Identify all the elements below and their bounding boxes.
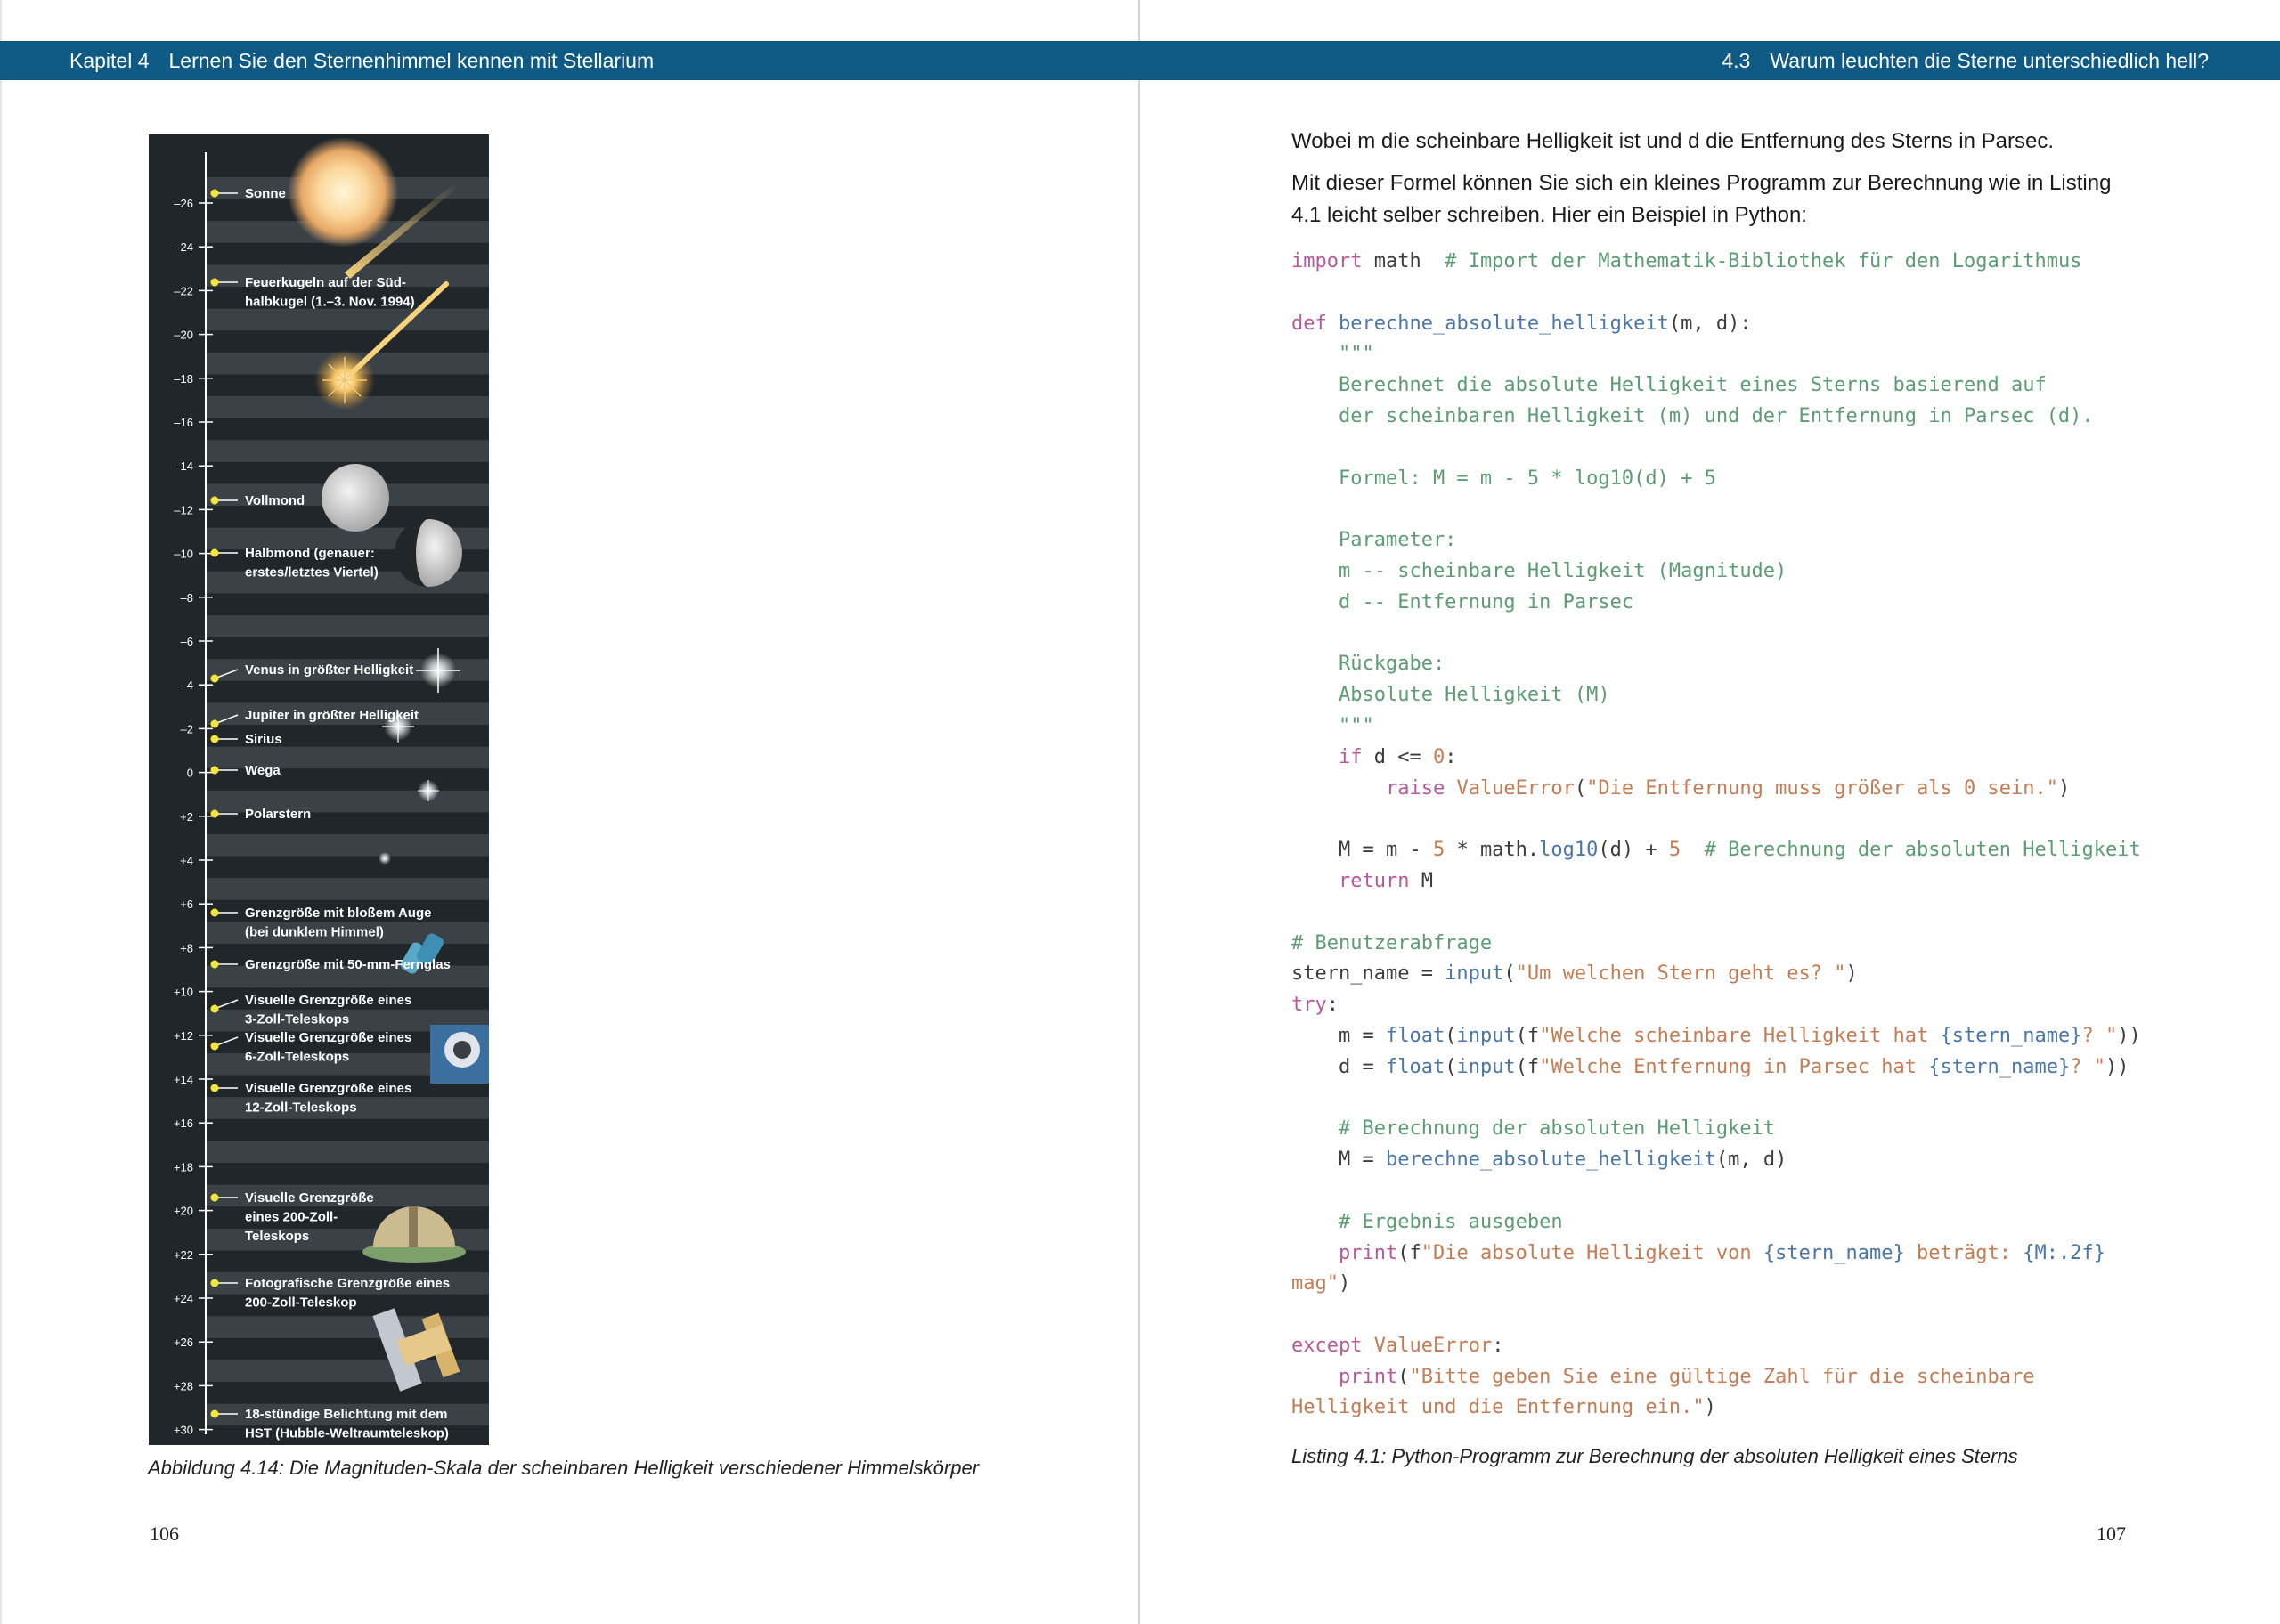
- code-token: m -- scheinbare Helligkeit (Magnitude): [1291, 559, 1787, 582]
- code-token: Berechnet die absolute Helligkeit eines Sterns basierend auf: [1291, 374, 2047, 397]
- tick-label: +8: [180, 941, 193, 955]
- code-token: ? ": [2070, 1055, 2105, 1078]
- magnitude-label-line: 6-Zoll-Teleskops: [245, 1049, 350, 1065]
- code-line: [1291, 653, 1445, 675]
- code-line: [1291, 374, 2047, 396]
- code-token: Rückgabe:: [1291, 653, 1445, 676]
- code-line: [1291, 560, 1787, 582]
- code-token: try: [1291, 994, 1327, 1017]
- code-line: [1291, 467, 1716, 490]
- code-token: ): [1338, 1272, 1351, 1295]
- magnitude-label-line: Visuelle Grenzgröße eines: [245, 1081, 412, 1096]
- code-token: {stern_name}: [1928, 1055, 2071, 1078]
- code-token: :: [1445, 745, 1457, 768]
- code-line: [1291, 313, 1752, 335]
- sun-icon: [288, 137, 398, 248]
- tick-label: +2: [180, 809, 193, 824]
- paragraph-1: Wobei m die scheinbare Helligkeit ist und d die Entfernung des Sterns in Parsec.: [1291, 129, 2055, 153]
- magnitude-label-line: Visuelle Grenzgröße eines: [245, 1030, 412, 1045]
- code-line: [1291, 684, 1610, 706]
- code-token: {M:.2f}: [2023, 1241, 2105, 1264]
- code-token: print: [1338, 1241, 1398, 1264]
- magnitude-label-line: 200-Zoll-Teleskop: [245, 1295, 357, 1311]
- magnitude-label-line: Venus in größter Helligkeit: [245, 662, 414, 678]
- code-token: (f: [1515, 1055, 1540, 1078]
- magnitude-label-line: Wega: [245, 763, 281, 778]
- magnitude-label-line: halbkugel (1.–3. Nov. 1994): [245, 294, 415, 310]
- code-token: {stern_name}: [1940, 1024, 2082, 1047]
- code-token: (f: [1515, 1024, 1540, 1047]
- code-token: )): [2105, 1055, 2129, 1078]
- code-token: (m, d): [1715, 1149, 1787, 1172]
- marker-dot: [211, 190, 219, 198]
- code-token: [1291, 1242, 1339, 1264]
- tick-label: +12: [173, 1028, 193, 1043]
- spread-divider: [1138, 0, 1140, 1624]
- left-page-number: 106: [150, 1522, 179, 1545]
- section-title: Warum leuchten die Sterne unterschiedlich hell?: [1770, 49, 2209, 72]
- code-token: math: [1362, 250, 1445, 272]
- code-token: # Berechnung der absoluten Helligkeit: [1291, 1117, 1776, 1141]
- code-line: [1291, 343, 1374, 365]
- code-token: (: [1445, 1055, 1457, 1078]
- code-token: raise: [1385, 776, 1445, 800]
- magnitude-label-line: Feuerkugeln auf der Süd-: [245, 275, 406, 290]
- chapter-title: Lernen Sie den Sternenhimmel kennen mit Stellarium: [168, 49, 655, 72]
- scale-stripe: [206, 878, 489, 900]
- code-line: [1291, 715, 1374, 737]
- marker-dot: [211, 1279, 219, 1287]
- observatory-dome-icon: [362, 1206, 466, 1263]
- tick-label: +24: [173, 1292, 193, 1305]
- tick-label: –12: [174, 503, 193, 517]
- magnitude-scale-figure: [149, 134, 489, 1445]
- code-line: [1291, 932, 1492, 954]
- code-token: return: [1338, 869, 1410, 892]
- code-token: :: [1492, 1334, 1504, 1357]
- code-line: [1291, 1211, 1563, 1233]
- code-token: except: [1291, 1334, 1363, 1357]
- code-line: [1291, 962, 1858, 985]
- magnitude-label-line: Fotografische Grenzgröße eines: [245, 1276, 451, 1291]
- code-token: M =: [1291, 1149, 1386, 1172]
- code-token: print: [1338, 1365, 1398, 1388]
- code-token: # Ergebnis ausgeben: [1291, 1210, 1563, 1233]
- code-token: 5: [1668, 839, 1682, 862]
- tick-label: 0: [186, 766, 193, 780]
- code-line: [1291, 1272, 1350, 1295]
- tick-label: –20: [174, 328, 193, 342]
- full-moon-icon: [322, 464, 389, 532]
- code-token: ): [1704, 1396, 1716, 1419]
- section-number: 4.3: [1722, 49, 1751, 72]
- code-token: (m, d):: [1668, 312, 1752, 335]
- magnitude-label-text: [245, 546, 379, 581]
- code-line: [1291, 1242, 2105, 1264]
- right-running-head: [1722, 41, 2209, 80]
- magnitude-label-line: Polarstern: [245, 807, 312, 822]
- scale-stripe: [206, 834, 489, 857]
- tick-label: +4: [180, 854, 193, 867]
- left-running-head: [69, 41, 654, 80]
- code-line: [1291, 250, 2081, 272]
- magnitude-label-line: erstes/letztes Viertel): [245, 564, 379, 581]
- sirius-star-icon: [418, 780, 439, 801]
- code-token: ValueError: [1373, 1334, 1493, 1357]
- magnitude-label-text: [245, 708, 419, 723]
- code-line: [1291, 591, 1633, 613]
- magnitude-label-line: Jupiter in größter Helligkeit: [245, 708, 419, 723]
- marker-dot: [211, 810, 219, 818]
- code-token: [1291, 746, 1339, 768]
- marker-dot: [211, 909, 219, 917]
- code-token: "Um welchen Stern geht es? ": [1515, 962, 1846, 986]
- tick-label: –8: [180, 590, 193, 605]
- magnitude-label-text: [245, 186, 286, 201]
- tick-label: +28: [173, 1379, 193, 1393]
- code-line: [1291, 405, 2094, 427]
- scale-stripe: [206, 309, 489, 331]
- marker-dot: [211, 720, 219, 728]
- code-token: :: [1326, 994, 1339, 1017]
- code-token: log10: [1539, 839, 1599, 862]
- code-line: [1291, 746, 1456, 768]
- code-token: (f: [1397, 1241, 1421, 1264]
- magnitude-label-line: (bei dunklem Himmel): [245, 924, 384, 940]
- code-line: [1291, 1335, 1503, 1357]
- marker-dot: [211, 1194, 219, 1202]
- code-token: [1291, 1366, 1339, 1388]
- tick-label: +30: [173, 1423, 193, 1437]
- magnitude-label-line: Sirius: [245, 732, 282, 747]
- tick-label: +6: [180, 897, 193, 912]
- magnitude-label-line: Halbmond (genauer:: [245, 546, 375, 561]
- code-token: ): [1845, 962, 1858, 986]
- code-token: [1291, 777, 1386, 800]
- marker-dot: [211, 675, 219, 683]
- magnitude-label-line: 12-Zoll-Teleskops: [245, 1100, 357, 1116]
- code-token: (: [1445, 1024, 1457, 1047]
- code-token: )): [2117, 1024, 2141, 1047]
- half-moon-icon: [395, 519, 462, 587]
- code-token: d =: [1291, 1055, 1386, 1078]
- marker-dot: [211, 497, 219, 505]
- magnitude-label-line: Vollmond: [245, 493, 305, 508]
- magnitude-label-line: eines 200-Zoll-: [245, 1209, 338, 1225]
- code-token: input: [1456, 1024, 1516, 1047]
- code-token: d -- Entfernung in Parsec: [1291, 590, 1634, 613]
- code-token: mag": [1291, 1272, 1339, 1295]
- magnitude-label: [211, 732, 282, 747]
- code-line: [1291, 777, 2070, 800]
- code-token: Parameter:: [1291, 529, 1457, 552]
- magnitude-label-line: HST (Hubble-Weltraumteleskop): [245, 1425, 449, 1441]
- listing-caption: Listing 4.1: Python-Programm zur Berechnung der absoluten Helligkeit eines Sterns: [1291, 1445, 2018, 1467]
- marker-dot: [211, 961, 219, 969]
- tick-label: –4: [180, 678, 193, 693]
- code-token: # Benutzerabfrage: [1291, 931, 1493, 954]
- faint-star-icon: [379, 852, 391, 865]
- code-token: def: [1291, 312, 1327, 335]
- magnitude-label-line: Grenzgröße mit bloßem Auge: [245, 905, 432, 921]
- code-token: # Berechnung der absoluten Helligkeit: [1704, 839, 2141, 862]
- magnitude-label-line: Visuelle Grenzgröße eines: [245, 993, 412, 1008]
- running-header: [0, 41, 2280, 80]
- magnitude-label-line: Teleskops: [245, 1229, 310, 1244]
- chapter-number: Kapitel 4: [69, 49, 150, 72]
- tick-label: –22: [174, 284, 193, 298]
- code-token: (d) +: [1598, 839, 1669, 862]
- code-token: float: [1385, 1055, 1445, 1078]
- code-line: [1291, 1149, 1787, 1171]
- tick-label: +14: [173, 1073, 193, 1086]
- scale-stripe: [206, 1141, 489, 1163]
- code-token: der scheinbaren Helligkeit (m) und der Entfernung in Parsec (d).: [1291, 404, 2094, 427]
- marker-dot: [211, 767, 219, 775]
- telescope-icon: [430, 1025, 489, 1084]
- code-line: [1291, 1366, 2034, 1388]
- marker-dot: [211, 1410, 219, 1418]
- code-token: (: [1574, 776, 1587, 800]
- figure-caption: Abbildung 4.14: Die Magnituden-Skala der scheinbaren Helligkeit verschiedener Himmelskörper: [148, 1457, 980, 1479]
- code-token: Formel: M = m - 5 * log10(d) + 5: [1291, 467, 1716, 490]
- magnitude-label-text: [245, 807, 311, 822]
- tick-label: +18: [173, 1160, 193, 1174]
- tick-label: –26: [174, 197, 193, 210]
- code-token: {stern_name}: [1763, 1241, 1905, 1264]
- code-token: "Welche Entfernung in Parsec hat: [1539, 1055, 1929, 1078]
- code-token: "Die absolute Helligkeit von: [1421, 1241, 1763, 1264]
- code-token: (: [1503, 962, 1516, 986]
- code-token: float: [1385, 1024, 1445, 1047]
- tick-label: +16: [173, 1116, 193, 1131]
- code-token: """: [1291, 714, 1374, 737]
- magnitude-label-text: [245, 957, 451, 972]
- code-token: M = m -: [1291, 839, 1433, 862]
- magnitude-label-text: [245, 662, 413, 678]
- tick-label: +22: [173, 1247, 193, 1262]
- code-line: [1291, 839, 2141, 861]
- tick-label: –16: [174, 416, 193, 429]
- magnitude-label-line: Grenzgröße mit 50-mm-Fernglas: [245, 957, 451, 972]
- magnitude-label-text: [245, 732, 282, 747]
- code-token: 0: [1432, 745, 1445, 768]
- code-token: berechne_absolute_helligkeit: [1385, 1149, 1716, 1172]
- code-token: [1362, 1335, 1373, 1357]
- code-line: [1291, 1117, 1775, 1140]
- code-token: if: [1338, 745, 1363, 768]
- scale-stripe: [206, 615, 489, 637]
- code-token: [1445, 777, 1456, 800]
- code-token: "Bitte geben Sie eine gültige Zahl für die scheinbare: [1409, 1365, 2035, 1388]
- tick-label: –14: [174, 459, 193, 474]
- code-token: """: [1291, 343, 1374, 366]
- tick-label: –18: [174, 371, 193, 386]
- code-token: [1327, 313, 1339, 335]
- code-token: import: [1291, 250, 1363, 272]
- paragraph-2: Mit dieser Formel können Sie sich ein kleines Programm zur Berechnung wie in Listing 4.1 leicht selber schreiben. Hier ein Beispiel in Python:: [1291, 171, 2112, 227]
- code-line: [1291, 529, 1456, 551]
- tick-label: –2: [180, 722, 193, 736]
- magnitude-label-line: 18-stündige Belichtung mit dem: [245, 1407, 448, 1422]
- code-token: * math.: [1445, 839, 1540, 862]
- code-token: ): [2057, 776, 2071, 800]
- magnitude-label-text: [245, 493, 305, 508]
- code-token: m =: [1291, 1024, 1386, 1047]
- magnitude-scale-graphic: [149, 134, 489, 1445]
- tick-label: –10: [174, 547, 193, 561]
- magnitude-label-line: Sonne: [245, 186, 286, 201]
- code-token: # Import der Mathematik-Bibliothek für den Logarithmus: [1445, 250, 2082, 272]
- code-token: Absolute Helligkeit (M): [1291, 684, 1610, 707]
- marker-dot: [211, 1043, 219, 1051]
- code-token: M: [1409, 869, 1433, 892]
- code-token: (: [1397, 1365, 1410, 1388]
- magnitude-label-line: Visuelle Grenzgröße: [245, 1190, 374, 1206]
- tick-label: +10: [173, 985, 193, 999]
- code-token: stern_name =: [1291, 962, 1445, 986]
- python-code-listing: [1291, 247, 2182, 1424]
- code-token: d <=: [1362, 745, 1433, 768]
- magnitude-label-text: [245, 275, 415, 310]
- marker-dot: [211, 549, 219, 557]
- marker-dot: [211, 279, 219, 287]
- tick-label: +20: [173, 1204, 193, 1218]
- code-token: [1681, 839, 1705, 861]
- marker-dot: [211, 1005, 219, 1013]
- code-token: ValueError: [1456, 776, 1575, 800]
- code-token: input: [1445, 962, 1504, 986]
- code-token: Helligkeit und die Entfernung ein.": [1291, 1396, 1705, 1419]
- code-line: [1291, 1056, 2129, 1078]
- marker-dot: [211, 1084, 219, 1092]
- code-token: "Die Entfernung muss größer als 0 sein.": [1586, 776, 2058, 800]
- venus-star-icon: [416, 648, 460, 693]
- code-line: [1291, 994, 1339, 1016]
- code-token: [1291, 870, 1339, 892]
- magnitude-label-text: [245, 763, 281, 778]
- page-edge: [0, 0, 2, 1624]
- magnitude-label: [211, 957, 451, 972]
- scale-stripe: [206, 440, 489, 462]
- magnitude-label-line: 3-Zoll-Teleskops: [245, 1011, 350, 1027]
- code-token: 5: [1432, 839, 1445, 862]
- tick-label: –6: [180, 635, 193, 648]
- code-token: beträgt:: [1904, 1241, 2024, 1264]
- code-line: [1291, 1025, 2141, 1047]
- marker-dot: [211, 735, 219, 743]
- right-page-number: 107: [2097, 1522, 2126, 1545]
- code-token: "Welche scheinbare Helligkeit hat: [1539, 1024, 1941, 1047]
- code-line: [1291, 1396, 1716, 1418]
- code-token: input: [1456, 1055, 1516, 1078]
- tick-label: +26: [173, 1336, 193, 1350]
- tick-label: –24: [174, 240, 193, 255]
- code-token: ? ": [2081, 1024, 2118, 1047]
- code-line: [1291, 870, 1433, 892]
- code-token: berechne_absolute_helligkeit: [1339, 312, 1669, 335]
